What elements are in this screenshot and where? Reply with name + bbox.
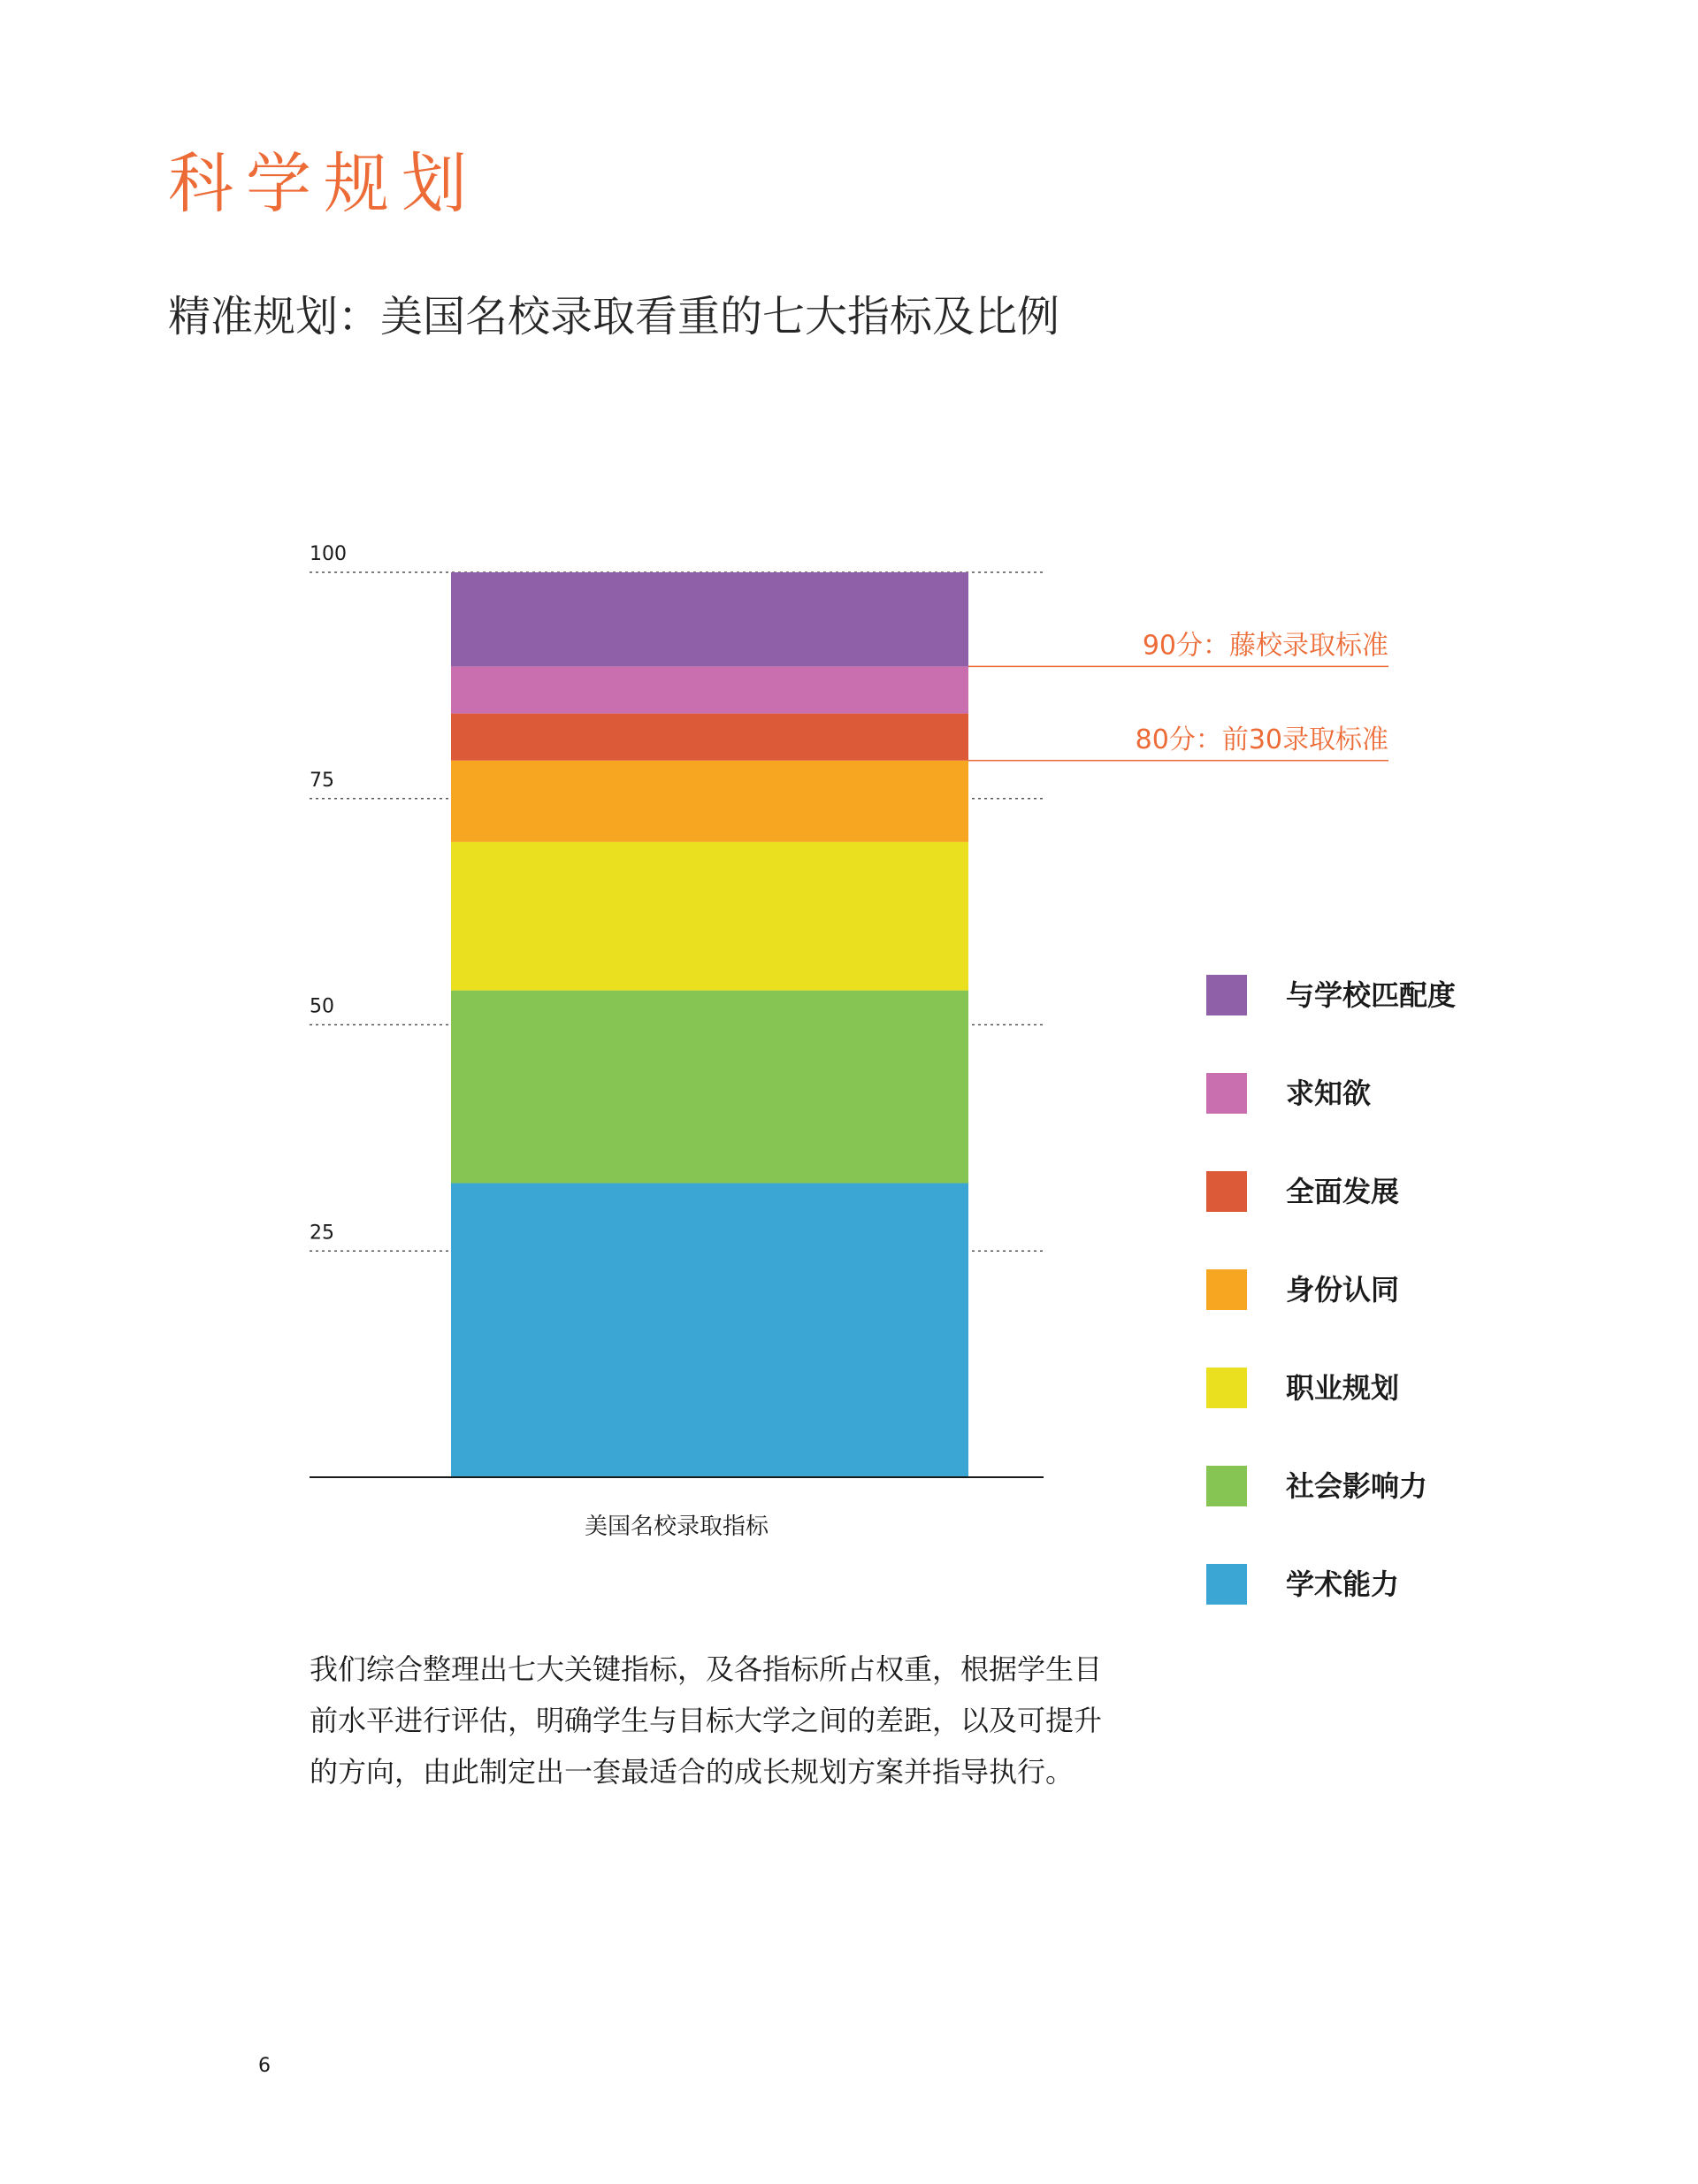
legend-swatch xyxy=(1206,1073,1247,1114)
legend-label: 职业规划 xyxy=(1286,1371,1400,1405)
legend-swatch xyxy=(1206,1564,1247,1605)
bar-segment-2 xyxy=(451,991,968,1184)
x-axis-label: 美国名校录取指标 xyxy=(584,1513,769,1540)
legend-swatch xyxy=(1206,1171,1247,1212)
legend-label: 身份认同 xyxy=(1286,1273,1400,1307)
y-tick-label: 50 xyxy=(310,995,334,1018)
page-title: 科学规划 xyxy=(168,146,479,222)
bar-segment-1 xyxy=(451,1184,968,1477)
threshold-label: 90分：藤校录取标准 xyxy=(1142,630,1388,662)
legend-item xyxy=(1206,1073,1542,1171)
threshold-label: 80分：前30录取标准 xyxy=(1135,724,1388,755)
bar-segment-7 xyxy=(451,572,968,666)
legend-label: 求知欲 xyxy=(1286,1077,1372,1110)
y-tick-label: 100 xyxy=(310,543,347,565)
legend-swatch xyxy=(1206,1466,1247,1506)
y-tick-label: 25 xyxy=(310,1222,334,1245)
legend-swatch xyxy=(1206,1269,1247,1310)
bar-segment-5 xyxy=(451,714,968,761)
legend-item xyxy=(1206,1368,1542,1466)
legend-item xyxy=(1206,1564,1542,1662)
legend-label: 全面发展 xyxy=(1286,1175,1400,1208)
description-paragraph: 我们综合整理出七大关键指标，及各指标所占权重，根据学生目前水平进行评估，明确学生与目标大学之间的差距，以及可提升的方向，由此制定出一套最适合的成长规划方案并指导执行。 xyxy=(310,1652,1103,1789)
bar-segment-4 xyxy=(451,761,968,842)
legend-item xyxy=(1206,975,1542,1073)
legend-label: 学术能力 xyxy=(1286,1567,1400,1601)
page-subtitle: 精准规划：美国名校录取看重的七大指标及比例 xyxy=(168,292,1060,341)
legend-label: 与学校匹配度 xyxy=(1286,978,1457,1012)
chart-legend xyxy=(1206,975,1542,1662)
legend-item xyxy=(1206,1269,1542,1368)
legend-item xyxy=(1206,1466,1542,1564)
legend-label: 社会影响力 xyxy=(1286,1469,1428,1503)
y-tick-label: 75 xyxy=(310,769,334,792)
legend-swatch xyxy=(1206,975,1247,1015)
bar-segment-6 xyxy=(451,666,968,713)
page-number: 6 xyxy=(258,2055,271,2077)
bar-segment-3 xyxy=(451,842,968,991)
legend-swatch xyxy=(1206,1368,1247,1408)
legend-item xyxy=(1206,1171,1542,1269)
